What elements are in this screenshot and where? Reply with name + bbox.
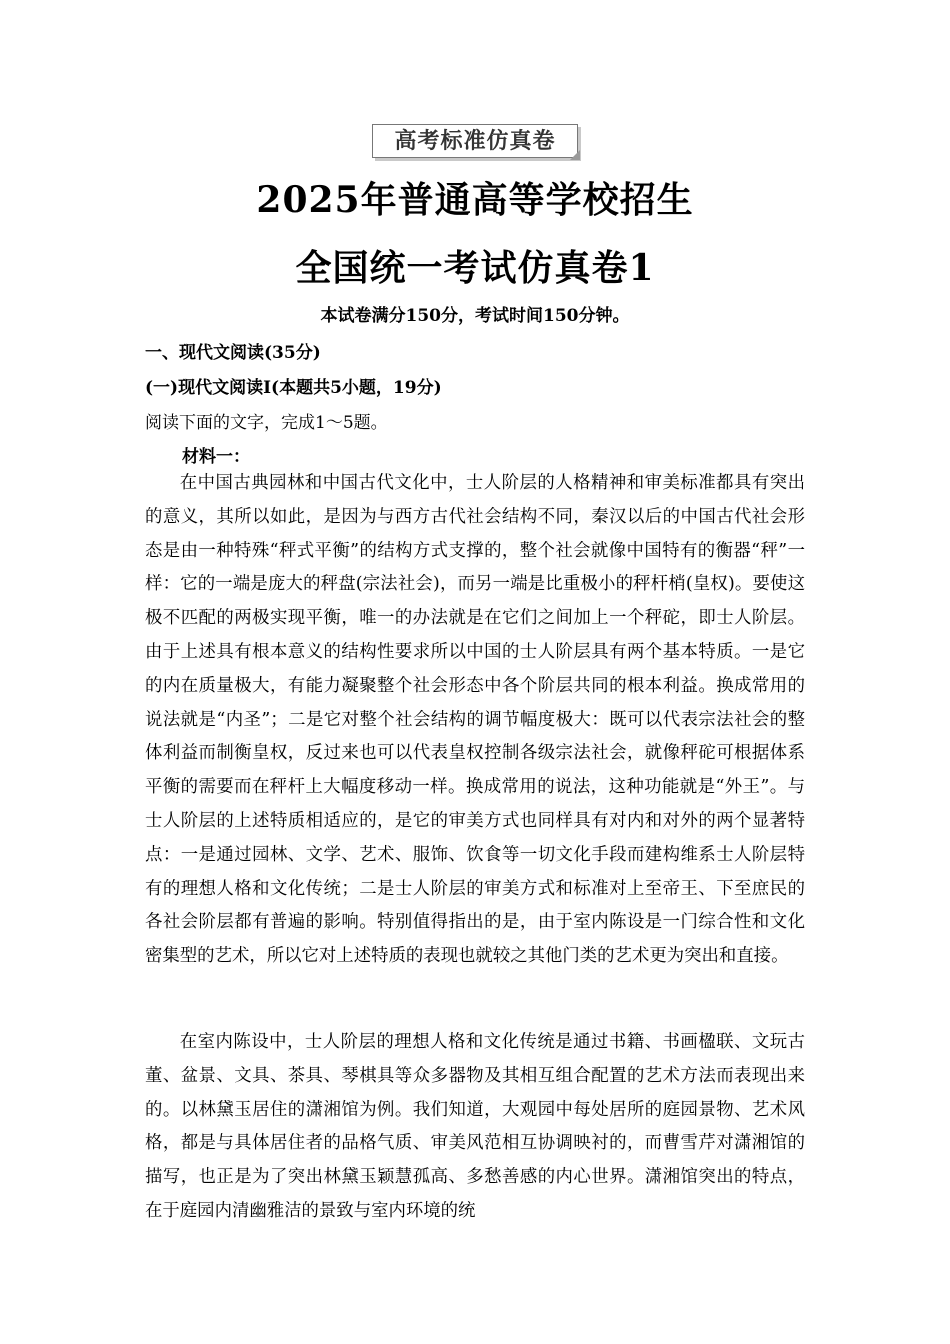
reading-instruction: 阅读下面的文字，完成1～5题。 [145, 413, 388, 433]
badge-corner-fold [570, 150, 580, 160]
passage-paragraph-2: 在室内陈设中，士人阶层的理想人格和文化传统是通过书籍、书画楹联、文玩古董、盆景、文具、茶具、琴棋具等众多器物及其相互组合配置的艺术方法而表现出来的。以林黛玉居住的潇湘馆为例。我们知道，大观园中每处居所的庭园景物、艺术风格，都是与具体居住者的品格气质、审美风范相互协调映衬的，而曹雪芹对潇湘馆的描写，也正是为了突出林黛玉颖慧孤高、多愁善感的内心世界。潇湘馆突出的特点，在于庭园内清幽雅洁的景致与室内环境的统 [145, 1032, 805, 1221]
exam-type-badge [372, 124, 580, 160]
exam-title-line2: 全国统一考试仿真卷1 [295, 247, 655, 289]
material-label: 材料一： [182, 447, 250, 467]
exam-title-line1: 2025年普通高等学校招生 [256, 179, 694, 221]
section-heading: 一、现代文阅读(35分) [145, 343, 321, 363]
passage-paragraph-1: 在中国古典园林和中国古代文化中，士人阶层的人格精神和审美标准都具有突出的意义，其所以如此，是因为与西方古代社会结构不同，秦汉以后的中国古代社会形态是由一种特殊“秤式平衡”的结构方式支撑的，整个社会就像中国特有的衡器“秤”一样：它的一端是庞大的秤盘(宗法社会)，而另一端是比重极小的秤杆梢(皇权)。要使这极不匹配的两极实现平衡，唯一的办法就是在它们之间加上一个秤砣，即士人阶层。由于上述具有根本意义的结构性要求所以中国的士人阶层具有两个基本特质。一是它的内在质量极大，有能力凝聚整个社会形态中各个阶层共同的根本利益。换成常用的说法就是“内圣”；二是它对整个社会结构的调节幅度极大：既可以代表宗法社会的整体利益而制衡皇权，反过来也可以代表皇权控制各级宗法社会，就像秤砣可根据体系平衡的需要而在秤杆上大幅度移动一样。换成常用的说法，这种功能就是“外王”。与士人阶层的上述特质相适应的，是它的审美方式也同样具有对内和对外的两个显著特点：一是通过园林、文学、艺术、服饰、饮食等一切文化手段而建构维系士人阶层特有的理想人格和文化传统；二是士人阶层的审美方式和标准对上至帝王、下至庶民的各社会阶层都有普遍的影响。特别值得指出的是，由于室内陈设是一门综合性和文化密集型的艺术，所以它对上述特质的表现也就较之其他门类的艺术更为突出和直接。 [145, 473, 805, 967]
badge-label: 高考标准仿真卷 [372, 124, 578, 158]
exam-info: 本试卷满分150分，考试时间150分钟。 [320, 306, 630, 326]
subsection-heading: (一)现代文阅读Ⅰ(本题共5小题，19分) [145, 378, 442, 398]
